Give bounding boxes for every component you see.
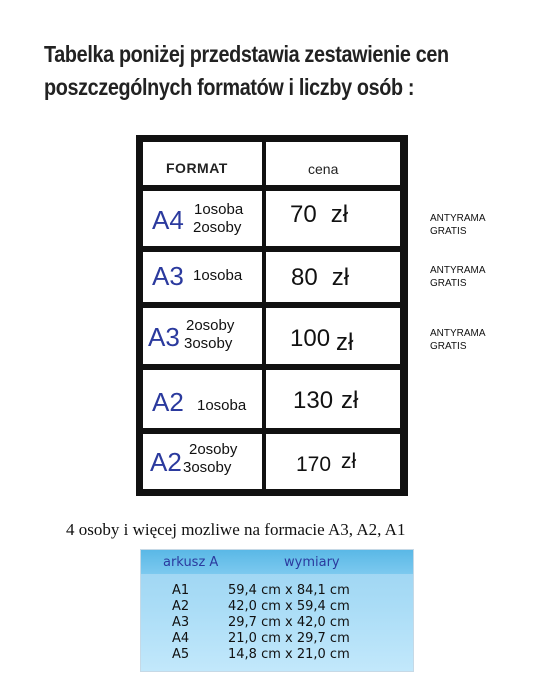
sheet-name: A4 xyxy=(172,631,190,646)
heading-line-1: Tabelka poniżej przedstawia zestawienie cen xyxy=(44,41,449,67)
table-row-price xyxy=(266,434,400,489)
sheet-dims: 14,8 cm x 21,0 cm xyxy=(228,647,350,662)
price-value: 130 zł xyxy=(293,387,359,414)
table-row-format xyxy=(143,308,262,364)
sheet-dims: 21,0 cm x 29,7 cm xyxy=(228,631,350,646)
format-label: A3 xyxy=(148,322,180,352)
table-row-format xyxy=(143,191,262,246)
price-value: 80 zł xyxy=(291,264,350,291)
table-row-format xyxy=(143,434,262,489)
table-row xyxy=(141,615,413,631)
table-row-format xyxy=(143,252,262,302)
format-label: A4 xyxy=(152,205,184,235)
sheet-name: A2 xyxy=(172,599,190,614)
people-count: 1osoba xyxy=(193,267,243,284)
people-count: 1osoba xyxy=(194,201,244,218)
price-value: 170 zł xyxy=(296,450,357,476)
people-count: 2osoby xyxy=(193,219,242,236)
format-header: FORMAT xyxy=(166,160,228,176)
sheet-dims: 59,4 cm x 84,1 cm xyxy=(228,583,350,598)
table-row xyxy=(141,631,413,647)
note-line: ANTYRAMA xyxy=(430,213,486,224)
price-table xyxy=(136,135,408,496)
sheet-dims: 42,0 cm x 59,4 cm xyxy=(228,599,350,614)
note-line: ANTYRAMA xyxy=(430,328,486,339)
table-row xyxy=(141,647,413,663)
sheet-name: A1 xyxy=(172,583,190,598)
frame-gratis-note xyxy=(430,264,486,290)
table-row xyxy=(141,583,413,599)
table-row-price xyxy=(266,191,400,246)
sheet-size-table xyxy=(140,549,414,672)
format-label: A2 xyxy=(150,447,182,477)
format-header-cell xyxy=(143,142,262,185)
frame-gratis-note xyxy=(430,327,486,353)
price-header-cell xyxy=(266,142,400,185)
price-value: 70 zł xyxy=(290,201,349,228)
sheet-name: A3 xyxy=(172,615,190,630)
sheet-table-header xyxy=(141,550,413,574)
price-value: 100 zł xyxy=(290,325,354,356)
people-count: 3osoby xyxy=(183,459,232,476)
people-count: 2osoby xyxy=(186,317,235,334)
table-row-price xyxy=(266,308,400,364)
sheet-name: A5 xyxy=(172,647,190,662)
dims-header: wymiary xyxy=(284,555,340,570)
price-header: cena xyxy=(308,161,339,177)
heading-line-2: poszczególnych formatów i liczby osób : xyxy=(44,74,415,100)
note-line: GRATIS xyxy=(430,341,467,352)
people-count: 1osoba xyxy=(197,397,247,414)
page-heading xyxy=(44,38,457,104)
format-label: A2 xyxy=(152,387,184,417)
more-people-note: 4 osoby i więcej mozliwe na formacie A3, A2, A1 xyxy=(66,520,406,539)
people-count: 3osoby xyxy=(184,335,233,352)
table-row-price xyxy=(266,252,400,302)
table-row-price xyxy=(266,370,400,428)
sheet-dims: 29,7 cm x 42,0 cm xyxy=(228,615,350,630)
sheet-header: arkusz A xyxy=(163,555,219,570)
note-line: GRATIS xyxy=(430,278,467,289)
note-line: GRATIS xyxy=(430,226,467,237)
frame-gratis-note xyxy=(430,212,486,238)
table-row-format xyxy=(143,370,262,428)
format-label: A3 xyxy=(152,261,184,291)
people-count: 2osoby xyxy=(189,441,238,458)
note-line: ANTYRAMA xyxy=(430,265,486,276)
table-row xyxy=(141,599,413,615)
